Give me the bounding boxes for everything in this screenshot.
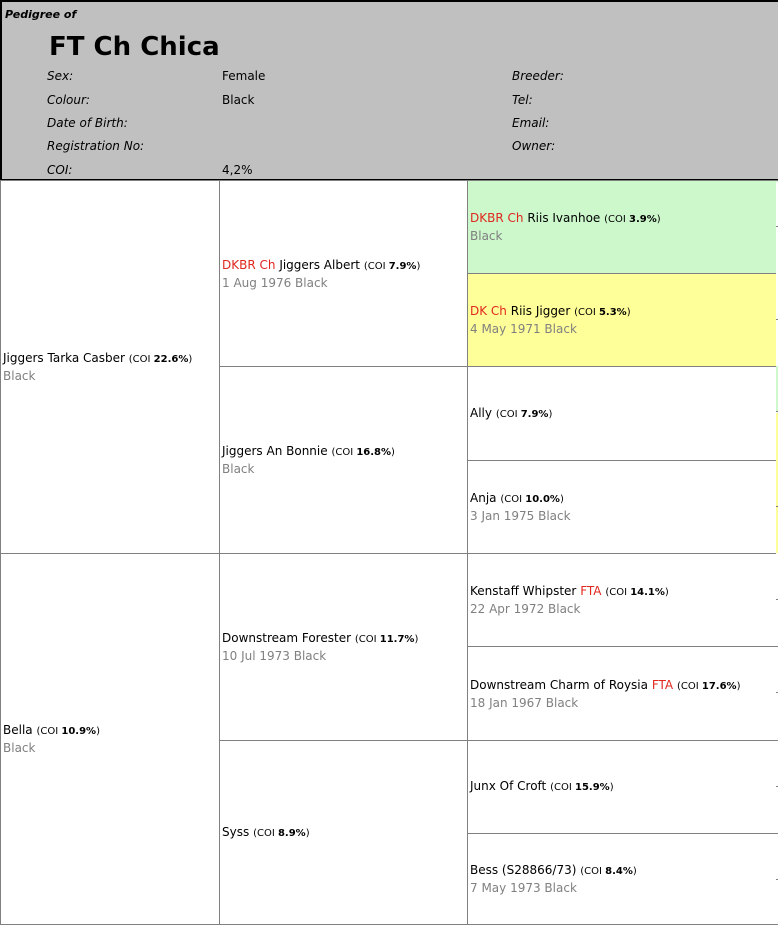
sss-title: DKBR Ch: [470, 211, 524, 225]
ssd-cell[interactable]: [467, 273, 778, 367]
dss-coi: (COI 14.1%): [605, 587, 669, 598]
sex-value: Female: [222, 69, 266, 83]
dam-sire-cell[interactable]: [219, 553, 468, 741]
dsd-name: Downstream Charm of Roysia: [470, 677, 648, 692]
dam-sire-name: Downstream Forester: [222, 631, 352, 645]
dss-detail: 22 Apr 1972 Black: [470, 602, 581, 616]
sire-sire-cell[interactable]: [219, 180, 468, 367]
registration-label: Registration No:: [47, 139, 145, 153]
tel-label: Tel:: [512, 93, 533, 107]
dog-name: FT Ch Chica: [49, 32, 220, 62]
ddd-name: Bess (S28866/73): [470, 863, 577, 877]
ddd-cell[interactable]: [467, 833, 778, 925]
ssd-detail: 4 May 1971 Black: [470, 322, 577, 336]
sire-name: Jiggers Tarka Casber: [3, 351, 125, 365]
dam-cell[interactable]: [0, 553, 220, 925]
sdd-detail: 3 Jan 1975 Black: [470, 509, 571, 523]
email-label: Email:: [512, 116, 550, 130]
dds-coi: (COI 15.9%): [550, 782, 614, 793]
dam-name: Bella: [3, 723, 33, 737]
dss-name: Kenstaff Whipster: [470, 584, 577, 598]
sire-detail: Black: [3, 369, 36, 383]
dss-title: FTA: [580, 584, 602, 598]
sire-coi: (COI 22.6%): [128, 354, 193, 365]
breeder-label: Breeder:: [512, 69, 564, 83]
dam-dam-name: Syss: [222, 824, 250, 839]
ssd-title: DK Ch: [470, 304, 507, 318]
dam-sire-detail: 10 Jul 1973 Black: [222, 649, 327, 663]
sire-sire-detail: 1 Aug 1976 Black: [222, 275, 328, 290]
colour-label: Colour:: [47, 93, 90, 107]
colour-value: Black: [222, 93, 255, 107]
dam-detail: Black: [3, 741, 36, 755]
sire-dam-cell[interactable]: [219, 366, 468, 554]
sire-cell[interactable]: [0, 180, 220, 554]
dam-dam-coi: (COI 8.9%): [253, 827, 310, 839]
ssd-coi: (COI 5.3%): [574, 307, 631, 318]
dss-cell[interactable]: [467, 553, 778, 647]
dsd-cell[interactable]: [467, 646, 778, 741]
sdd-name: Anja: [470, 491, 497, 505]
sex-label: Sex:: [47, 69, 74, 83]
sire-sire-title: DKBR Ch: [222, 257, 276, 272]
coi-value: 4,2%: [222, 163, 253, 177]
sss-cell[interactable]: [467, 180, 778, 274]
ddd-detail: 7 May 1973 Black: [470, 881, 577, 895]
sire-dam-name: Jiggers An Bonnie: [222, 444, 328, 458]
dob-label: Date of Birth:: [47, 116, 128, 130]
sdd-coi: (COI 10.0%): [500, 494, 564, 505]
sdd-cell[interactable]: [467, 460, 778, 554]
sds-cell[interactable]: [467, 366, 778, 461]
sss-detail: Black: [470, 229, 503, 243]
dds-cell[interactable]: [467, 740, 778, 834]
sss-name: Riis Ivanhoe: [527, 211, 601, 225]
coi-label: COI:: [47, 163, 73, 177]
sss-coi: (COI 3.9%): [604, 214, 661, 225]
dsd-title: FTA: [651, 677, 674, 692]
sds-name: Ally: [470, 405, 492, 420]
dam-sire-coi: (COI 11.7%): [354, 634, 419, 645]
dsd-coi: (COI 17.6%): [676, 680, 741, 692]
dds-name: Junx Of Croft: [470, 779, 547, 793]
sire-dam-detail: Black: [222, 462, 255, 476]
header-caption: Pedigree of: [5, 8, 77, 21]
sire-dam-coi: (COI 16.8%): [331, 447, 395, 458]
dam-dam-cell[interactable]: [219, 740, 468, 925]
sire-sire-coi: (COI 7.9%): [363, 260, 421, 272]
sds-coi: (COI 7.9%): [495, 408, 553, 420]
dsd-detail: 18 Jan 1967 Black: [470, 695, 579, 710]
owner-label: Owner:: [512, 139, 556, 153]
ddd-coi: (COI 8.4%): [580, 866, 637, 877]
pedigree-header: [0, 0, 778, 181]
sire-sire-name: Jiggers Albert: [279, 257, 360, 272]
dam-coi: (COI 10.9%): [36, 726, 100, 737]
ssd-name: Riis Jigger: [510, 304, 571, 318]
